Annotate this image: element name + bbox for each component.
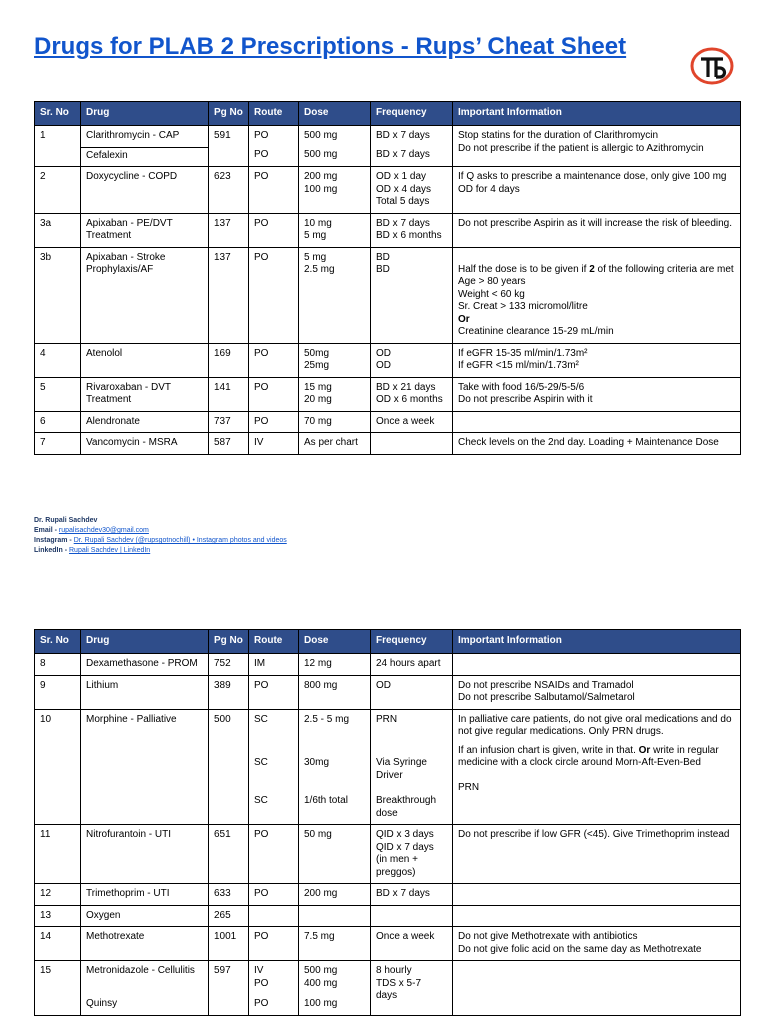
cell-dose	[299, 905, 371, 927]
cell-route: PO	[249, 411, 299, 433]
cell-dose: 70 mg	[299, 411, 371, 433]
cell-dose	[299, 709, 371, 825]
table-row	[35, 654, 741, 676]
cell-pg: 587	[209, 433, 249, 455]
cell-drug: Clarithromycin - CAP	[81, 126, 209, 148]
cell-drug: Alendronate	[81, 411, 209, 433]
header-frequency: Frequency	[371, 102, 453, 126]
cell-drug: Metronidazole - Cellulitis	[81, 961, 209, 995]
cell-frequency: 8 hourly TDS x 5-7 days	[371, 961, 453, 1016]
cell-pg: 169	[209, 343, 249, 377]
table-row	[35, 167, 741, 214]
table-header-row	[35, 630, 741, 654]
info-bold-text: Or	[638, 744, 651, 756]
drug-table-2	[34, 629, 741, 1016]
cell-info	[453, 961, 741, 1016]
cell-dose: 7.5 mg	[299, 927, 371, 961]
header-info: Important Information	[453, 630, 741, 654]
cell-drug: Rivaroxaban - DVT Treatment	[81, 377, 209, 411]
header-drug: Drug	[81, 102, 209, 126]
cell-dose: 50 mg	[299, 825, 371, 884]
cell-route: PO	[249, 927, 299, 961]
cell-frequency: BD x 7 days	[371, 126, 453, 148]
table-row	[35, 343, 741, 377]
page-title: Drugs for PLAB 2 Prescriptions - Rups’ Cheat Sheet	[34, 33, 627, 60]
header-dose: Dose	[299, 102, 371, 126]
dose-text: 2.5 - 5 mg	[304, 713, 350, 725]
table-row	[35, 961, 741, 995]
cell-info: Stop statins for the duration of Clarithromycin Do not prescribe if the patient is allergic to Azithromycin	[453, 126, 741, 167]
cell-sr: 7	[35, 433, 81, 455]
cell-drug: Vancomycin - MSRA	[81, 433, 209, 455]
email-link[interactable]: rupalisachdev30@gmail.com	[58, 527, 149, 534]
cell-sr: 2	[35, 167, 81, 214]
header-info: Important Information	[453, 102, 741, 126]
cell-sr: 4	[35, 343, 81, 377]
route-text: SC	[254, 713, 268, 725]
linkedin-line	[34, 546, 287, 556]
cell-drug: Atenolol	[81, 343, 209, 377]
cell-info: Do not prescribe if low GFR (<45). Give Trimethoprim instead	[453, 825, 741, 884]
header-route: Route	[249, 102, 299, 126]
cell-info: Check levels on the 2nd day. Loading + Maintenance Dose	[453, 433, 741, 455]
email-label: Email -	[34, 527, 59, 534]
linkedin-link[interactable]: Rupali Sachdev | LinkedIn	[69, 547, 151, 554]
frequency-text: PRN	[376, 713, 398, 725]
cell-frequency: BD x 7 days	[371, 884, 453, 906]
instagram-line	[34, 536, 287, 546]
cell-sr: 3a	[35, 213, 81, 247]
cell-pg: 1001	[209, 927, 249, 961]
table-row	[35, 905, 741, 927]
email-line	[34, 526, 287, 536]
table-row	[35, 247, 741, 343]
cell-route: PO	[249, 247, 299, 343]
cell-route: IM	[249, 654, 299, 676]
table-header-row	[35, 102, 741, 126]
cell-info	[453, 884, 741, 906]
header-sr: Sr. No	[35, 630, 81, 654]
info-text: PRN	[458, 781, 480, 793]
cell-sr: 15	[35, 961, 81, 1016]
cell-frequency: QID x 3 days QID x 7 days (in men + preggos)	[371, 825, 453, 884]
route-text: SC	[254, 757, 268, 768]
instagram-link[interactable]: Dr. Rupali Sachdev (@rupsgotnochill) • Instagram photos and videos	[73, 537, 287, 544]
cell-pg: 137	[209, 213, 249, 247]
cell-sr: 9	[35, 675, 81, 709]
cell-dose: 50mg 25mg	[299, 343, 371, 377]
cell-route: IV	[249, 433, 299, 455]
cell-route: IV PO	[249, 961, 299, 995]
cell-frequency: 24 hours apart	[371, 654, 453, 676]
cell-drug: Morphine - Palliative	[81, 709, 209, 825]
cell-drug: Quinsy	[81, 994, 209, 1015]
cell-sr: 12	[35, 884, 81, 906]
header-dose: Dose	[299, 630, 371, 654]
table-row	[35, 709, 741, 825]
cell-dose: 12 mg	[299, 654, 371, 676]
cell-pg: 752	[209, 654, 249, 676]
cell-dose: 500 mg	[299, 126, 371, 148]
header-route: Route	[249, 630, 299, 654]
cell-drug: Dexamethasone - PROM	[81, 654, 209, 676]
table-row	[35, 927, 741, 961]
contact-block	[34, 516, 287, 556]
cell-info: If Q asks to prescribe a maintenance dose, only give 100 mg OD for 4 days	[453, 167, 741, 214]
cell-pg: 389	[209, 675, 249, 709]
cell-drug: Doxycycline - COPD	[81, 167, 209, 214]
cell-dose: 10 mg 5 mg	[299, 213, 371, 247]
cell-pg: 265	[209, 905, 249, 927]
route-text: SC	[254, 794, 268, 806]
cell-route: PO	[249, 167, 299, 214]
header-drug: Drug	[81, 630, 209, 654]
info-text	[458, 745, 735, 770]
cell-pg: 591	[209, 126, 249, 167]
cell-frequency: BD x 7 days BD x 6 months	[371, 213, 453, 247]
cell-dose: 200 mg 100 mg	[299, 167, 371, 214]
info-text-part: write in regular medicine with a clock circle around Morn-Aft-Even-Bed	[458, 744, 719, 768]
cell-pg: 141	[209, 377, 249, 411]
cell-dose: As per chart	[299, 433, 371, 455]
cell-route	[249, 709, 299, 825]
frequency-text: Breakthrough dose	[376, 795, 437, 819]
cell-frequency: Once a week	[371, 411, 453, 433]
cell-pg: 737	[209, 411, 249, 433]
logo-icon	[689, 47, 735, 85]
cell-info	[453, 905, 741, 927]
info-text: Creatinine clearance 15-29 mL/min	[458, 326, 614, 337]
dose-text: 30mg	[304, 757, 330, 768]
cell-frequency	[371, 709, 453, 825]
linkedin-label: LinkedIn -	[34, 547, 69, 554]
cell-sr: 3b	[35, 247, 81, 343]
cell-route: PO	[249, 343, 299, 377]
cell-dose: 500 mg 400 mg	[299, 961, 371, 995]
table-row	[35, 884, 741, 906]
cell-frequency	[371, 905, 453, 927]
table-row	[35, 411, 741, 433]
cell-frequency: BD x 7 days	[371, 147, 453, 167]
cell-info: Do not give Methotrexate with antibiotics Do not give folic acid on the same day as Methotrexate	[453, 927, 741, 961]
table-row	[35, 377, 741, 411]
info-text: Half the dose is to be given if	[458, 263, 590, 275]
cell-drug: Nitrofurantoin - UTI	[81, 825, 209, 884]
cell-route: PO	[249, 126, 299, 148]
info-or-text: Or	[458, 313, 470, 325]
cell-dose: 15 mg 20 mg	[299, 377, 371, 411]
instagram-label: Instagram -	[34, 537, 74, 544]
info-text-part: If an infusion chart is given, write in that.	[458, 744, 639, 756]
cell-drug: Methotrexate	[81, 927, 209, 961]
table-row	[35, 675, 741, 709]
table-row	[35, 825, 741, 884]
cell-drug: Apixaban - Stroke Prophylaxis/AF	[81, 247, 209, 343]
cell-info	[453, 654, 741, 676]
cell-frequency: Once a week	[371, 927, 453, 961]
author-name: Dr. Rupali Sachdev	[34, 517, 98, 524]
table-row	[35, 213, 741, 247]
cell-route: PO	[249, 147, 299, 167]
cell-drug: Lithium	[81, 675, 209, 709]
cell-route	[249, 905, 299, 927]
cell-sr: 6	[35, 411, 81, 433]
cell-pg: 597	[209, 961, 249, 1016]
drug-table-1	[34, 101, 741, 455]
cell-drug: Oxygen	[81, 905, 209, 927]
cell-sr: 10	[35, 709, 81, 825]
cell-pg: 137	[209, 247, 249, 343]
cell-frequency: OD	[371, 675, 453, 709]
cell-sr: 11	[35, 825, 81, 884]
cell-pg: 651	[209, 825, 249, 884]
cell-pg: 500	[209, 709, 249, 825]
cell-drug: Apixaban - PE/DVT Treatment	[81, 213, 209, 247]
cell-frequency	[371, 433, 453, 455]
cell-sr: 14	[35, 927, 81, 961]
cell-pg: 623	[209, 167, 249, 214]
cell-info: Do not prescribe Aspirin as it will increase the risk of bleeding.	[453, 213, 741, 247]
cell-frequency: OD x 1 day OD x 4 days Total 5 days	[371, 167, 453, 214]
cell-dose: 5 mg 2.5 mg	[299, 247, 371, 343]
header-pg: Pg No	[209, 102, 249, 126]
dose-text: 1/6th total	[304, 794, 348, 806]
cell-dose: 500 mg	[299, 147, 371, 167]
header-frequency: Frequency	[371, 630, 453, 654]
cell-route: PO	[249, 377, 299, 411]
cell-route: PO	[249, 675, 299, 709]
info-bold-text: 2	[589, 263, 595, 275]
cell-drug: Cefalexin	[81, 147, 209, 167]
cell-info: Take with food 16/5-29/5-5/6 Do not prescribe Aspirin with it	[453, 377, 741, 411]
cell-pg: 633	[209, 884, 249, 906]
header-sr: Sr. No	[35, 102, 81, 126]
cell-sr: 5	[35, 377, 81, 411]
cell-info: If eGFR 15-35 ml/min/1.73m² If eGFR <15 ml/min/1.73m²	[453, 343, 741, 377]
cell-info	[453, 411, 741, 433]
info-text: In palliative care patients, do not give oral medications and do not give regular medications. Only PRN drugs.	[458, 713, 732, 737]
cell-sr: 8	[35, 654, 81, 676]
table-row	[35, 433, 741, 455]
cell-route: PO	[249, 213, 299, 247]
cell-sr: 1	[35, 126, 81, 167]
cell-dose: 800 mg	[299, 675, 371, 709]
cell-dose: 100 mg	[299, 994, 371, 1015]
cell-dose: 200 mg	[299, 884, 371, 906]
cell-sr: 13	[35, 905, 81, 927]
cell-frequency: OD OD	[371, 343, 453, 377]
cell-info	[453, 709, 741, 825]
cell-frequency: BD x 21 days OD x 6 months	[371, 377, 453, 411]
header-pg: Pg No	[209, 630, 249, 654]
cell-route: PO	[249, 825, 299, 884]
cell-frequency: BD BD	[371, 247, 453, 343]
table-row	[35, 126, 741, 148]
cell-route: PO	[249, 994, 299, 1015]
cell-drug: Trimethoprim - UTI	[81, 884, 209, 906]
frequency-text: Via Syringe Driver	[376, 757, 427, 781]
cell-info	[453, 247, 741, 343]
info-text: of the following criteria are met Age > 80 years Weight < 60 kg Sr. Creat > 133 micromol/litre	[458, 263, 734, 312]
cell-info: Do not prescribe NSAIDs and Tramadol Do not prescribe Salbutamol/Salmetarol	[453, 675, 741, 709]
cell-route: PO	[249, 884, 299, 906]
